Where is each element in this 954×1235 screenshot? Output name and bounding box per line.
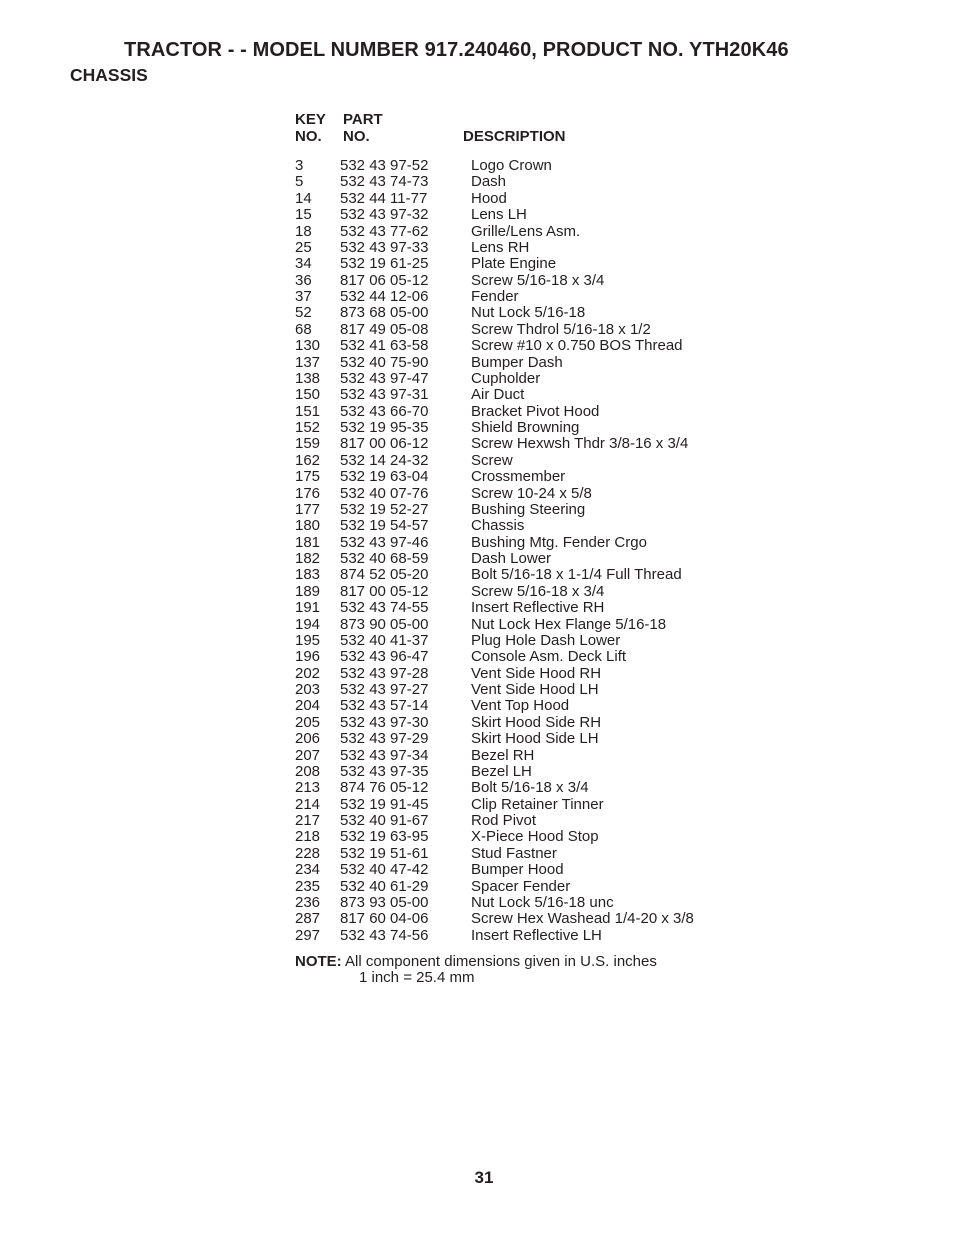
part-description: Lens LH [471,206,527,224]
key-no: 206 [295,730,321,748]
part-description: Dash Lower [471,550,552,567]
table-row [295,224,735,240]
table-row [295,895,735,911]
part-no: 532 43 97-47 [340,369,429,387]
key-no: 204 [295,697,321,715]
table-row [295,387,735,403]
header-part-line1: PART [343,111,383,128]
table-row [295,518,735,534]
key-no: 180 [295,517,321,535]
key-no: 138 [295,369,321,387]
part-no: 817 00 05-12 [340,582,429,600]
part-no: 874 52 05-20 [340,566,429,584]
table-row [295,207,735,223]
part-description: Bumper Dash [471,353,563,371]
part-description: Screw 5/16-18 x 3/4 [471,582,605,600]
key-no: 137 [295,353,321,371]
page-title: TRACTOR - - MODEL NUMBER 917.240460, PRODUCT NO. YTH20K46 [124,39,789,61]
table-row [295,420,735,436]
part-no: 532 40 47-42 [340,861,429,879]
table-row [295,879,735,895]
table-row [295,289,735,305]
key-no: 37 [295,288,312,305]
part-description: Chassis [471,517,525,535]
key-no: 151 [295,402,321,420]
part-no: 532 43 97-30 [340,713,429,731]
part-no: 817 60 04-06 [340,910,429,928]
part-description: Bracket Pivot Hood [471,402,600,420]
part-no: 532 43 74-73 [340,173,429,191]
header-key-line2: NO. [295,128,322,145]
part-description: Shield Browning [471,419,580,436]
part-no: 532 43 74-56 [340,926,429,944]
table-row [295,617,735,633]
table-row [295,322,735,338]
part-description: Nut Lock 5/16-18 [471,304,586,322]
part-description: Bumper Hood [471,861,564,879]
header-key-line1: KEY [295,111,326,128]
part-description: Stud Fastner [471,844,557,862]
part-description: Bolt 5/16-18 x 1-1/4 Full Thread [471,566,682,584]
key-no: 5 [295,173,304,191]
part-description: Air Duct [471,386,525,404]
part-no: 532 19 95-35 [340,419,429,436]
key-no: 297 [295,926,321,944]
key-no: 208 [295,762,321,780]
part-no: 532 43 97-33 [340,238,429,256]
table-row [295,682,735,698]
table-row [295,829,735,845]
part-no: 873 93 05-00 [340,893,429,911]
table-row [295,436,735,452]
part-no: 532 43 97-46 [340,533,429,551]
key-no: 25 [295,238,312,256]
part-description: Insert Reflective LH [471,926,602,944]
table-row [295,846,735,862]
key-no: 176 [295,484,321,502]
key-no: 182 [295,550,321,567]
header-description: DESCRIPTION [463,128,566,145]
part-no: 817 00 06-12 [340,435,429,453]
part-no: 873 68 05-00 [340,304,429,322]
header-part-line2: NO. [343,128,370,145]
part-description: Cupholder [471,369,541,387]
part-no: 532 44 11-77 [340,189,428,207]
table-row [295,748,735,764]
part-no: 532 19 51-61 [340,844,429,862]
part-no: 532 41 63-58 [340,337,429,355]
part-no: 532 43 77-62 [340,222,429,240]
key-no: 287 [295,910,321,928]
part-no: 532 43 97-31 [340,386,429,404]
section-heading: CHASSIS [70,65,148,85]
key-no: 36 [295,271,312,289]
table-row [295,273,735,289]
table-row [295,567,735,583]
part-no: 532 43 97-52 [340,157,429,174]
key-no: 34 [295,255,312,273]
table-row [295,633,735,649]
table-row [295,355,735,371]
key-no: 235 [295,877,321,895]
part-no: 532 43 97-29 [340,730,429,748]
table-row [295,666,735,682]
part-description: Plate Engine [471,255,557,273]
key-no: 207 [295,746,321,764]
table-row [295,764,735,780]
part-description: Insert Reflective RH [471,599,605,617]
table-row [295,486,735,502]
key-no: 183 [295,566,321,584]
key-no: 159 [295,435,321,453]
part-description: Vent Top Hood [471,697,570,715]
table-row [295,502,735,518]
table-row [295,698,735,714]
key-no: 194 [295,615,321,633]
table-row [295,600,735,616]
key-no: 196 [295,648,321,666]
part-description: Bushing Mtg. Fender Crgo [471,533,647,551]
part-description: Skirt Hood Side RH [471,713,602,731]
part-no: 532 19 63-04 [340,468,429,486]
part-no: 532 43 97-34 [340,746,429,764]
part-no: 532 40 41-37 [340,631,429,649]
key-no: 15 [295,206,312,224]
key-no: 189 [295,582,321,600]
part-description: Vent Side Hood LH [471,681,599,698]
part-description: Lens RH [471,238,530,256]
part-description: Screw Hexwsh Thdr 3/8-16 x 3/4 [471,435,689,453]
key-no: 191 [295,599,321,617]
key-no: 18 [295,222,312,240]
key-no: 14 [295,189,312,207]
table-row [295,305,735,321]
table-row [295,813,735,829]
key-no: 213 [295,779,321,797]
key-no: 236 [295,893,321,911]
page-number: 31 [474,1168,494,1187]
table-row [295,158,735,174]
part-no: 873 90 05-00 [340,615,429,633]
part-no: 874 76 05-12 [340,779,429,797]
table-row [295,535,735,551]
part-no: 532 40 61-29 [340,877,429,895]
table-row [295,453,735,469]
part-description: Rod Pivot [471,812,537,829]
table-row [295,797,735,813]
part-description: Dash [471,173,507,191]
key-no: 181 [295,533,321,551]
part-no: 532 43 96-47 [340,648,429,666]
part-no: 532 43 74-55 [340,599,429,617]
part-description: Plug Hole Dash Lower [471,631,621,649]
key-no: 202 [295,664,321,682]
part-no: 532 40 68-59 [340,550,429,567]
part-no: 532 44 12-06 [340,288,429,305]
key-no: 217 [295,812,321,829]
table-row [295,911,735,927]
part-description: Screw [471,451,513,469]
part-description: Bezel RH [471,746,535,764]
table-row [295,404,735,420]
part-description: Skirt Hood Side LH [471,730,599,748]
key-no: 203 [295,681,321,698]
key-no: 234 [295,861,321,879]
note-conversion: 1 inch = 25.4 mm [359,969,475,986]
part-no: 532 43 97-28 [340,664,429,682]
part-no: 532 43 97-35 [340,762,429,780]
part-no: 532 40 91-67 [340,812,429,829]
part-description: Logo Crown [471,157,552,174]
part-no: 532 43 57-14 [340,697,429,715]
part-description: Console Asm. Deck Lift [471,648,627,666]
part-description: Spacer Fender [471,877,571,895]
key-no: 3 [295,157,304,174]
key-no: 150 [295,386,321,404]
part-description: Screw Thdrol 5/16-18 x 1/2 [471,320,651,338]
note-label: NOTE: [295,953,342,970]
table-row [295,928,735,944]
part-description: Screw 10-24 x 5/8 [471,484,592,502]
key-no: 52 [295,304,312,322]
key-no: 175 [295,468,321,486]
part-description: Clip Retainer Tinner [471,795,604,813]
part-no: 532 40 75-90 [340,353,429,371]
part-description: Grille/Lens Asm. [471,222,581,240]
part-description: Bolt 5/16-18 x 3/4 [471,779,589,797]
table-row [295,240,735,256]
part-no: 532 43 66-70 [340,402,429,420]
table-row [295,174,735,190]
key-no: 152 [295,419,321,436]
table-row [295,469,735,485]
key-no: 218 [295,828,321,846]
part-no: 532 19 52-27 [340,500,429,518]
key-no: 162 [295,451,321,469]
table-row [295,551,735,567]
key-no: 214 [295,795,321,813]
part-description: Screw Hex Washead 1/4-20 x 3/8 [471,910,694,928]
part-description: Hood [471,189,507,207]
table-row [295,780,735,796]
key-no: 195 [295,631,321,649]
table-row [295,256,735,272]
part-description: Bezel LH [471,762,532,780]
part-no: 532 19 54-57 [340,517,429,535]
key-no: 228 [295,844,321,862]
part-no: 817 49 05-08 [340,320,429,338]
part-description: Fender [471,288,519,305]
part-no: 532 19 91-45 [340,795,429,813]
part-description: X-Piece Hood Stop [471,828,599,846]
key-no: 205 [295,713,321,731]
key-no: 130 [295,337,321,355]
table-row [295,371,735,387]
part-no: 532 43 97-32 [340,206,429,224]
table-row [295,731,735,747]
part-no: 532 14 24-32 [340,451,429,469]
part-description: Crossmember [471,468,566,486]
table-row [295,191,735,207]
note-text: All component dimensions given in U.S. inches [345,953,657,970]
part-description: Vent Side Hood RH [471,664,602,682]
part-no: 532 19 61-25 [340,255,429,273]
part-no: 532 19 63-95 [340,828,429,846]
table-row [295,715,735,731]
key-no: 177 [295,500,321,518]
part-description: Screw #10 x 0.750 BOS Thread [471,337,683,355]
part-description: Bushing Steering [471,500,586,518]
part-description: Nut Lock Hex Flange 5/16-18 [471,615,667,633]
part-no: 532 40 07-76 [340,484,429,502]
part-description: Nut Lock 5/16-18 unc [471,893,614,911]
key-no: 68 [295,320,312,338]
table-row [295,862,735,878]
note [295,954,657,970]
part-description: Screw 5/16-18 x 3/4 [471,271,605,289]
part-no: 532 43 97-27 [340,681,429,698]
table-row [295,584,735,600]
parts-list [295,158,735,944]
part-no: 817 06 05-12 [340,271,429,289]
table-row [295,338,735,354]
table-row [295,649,735,665]
